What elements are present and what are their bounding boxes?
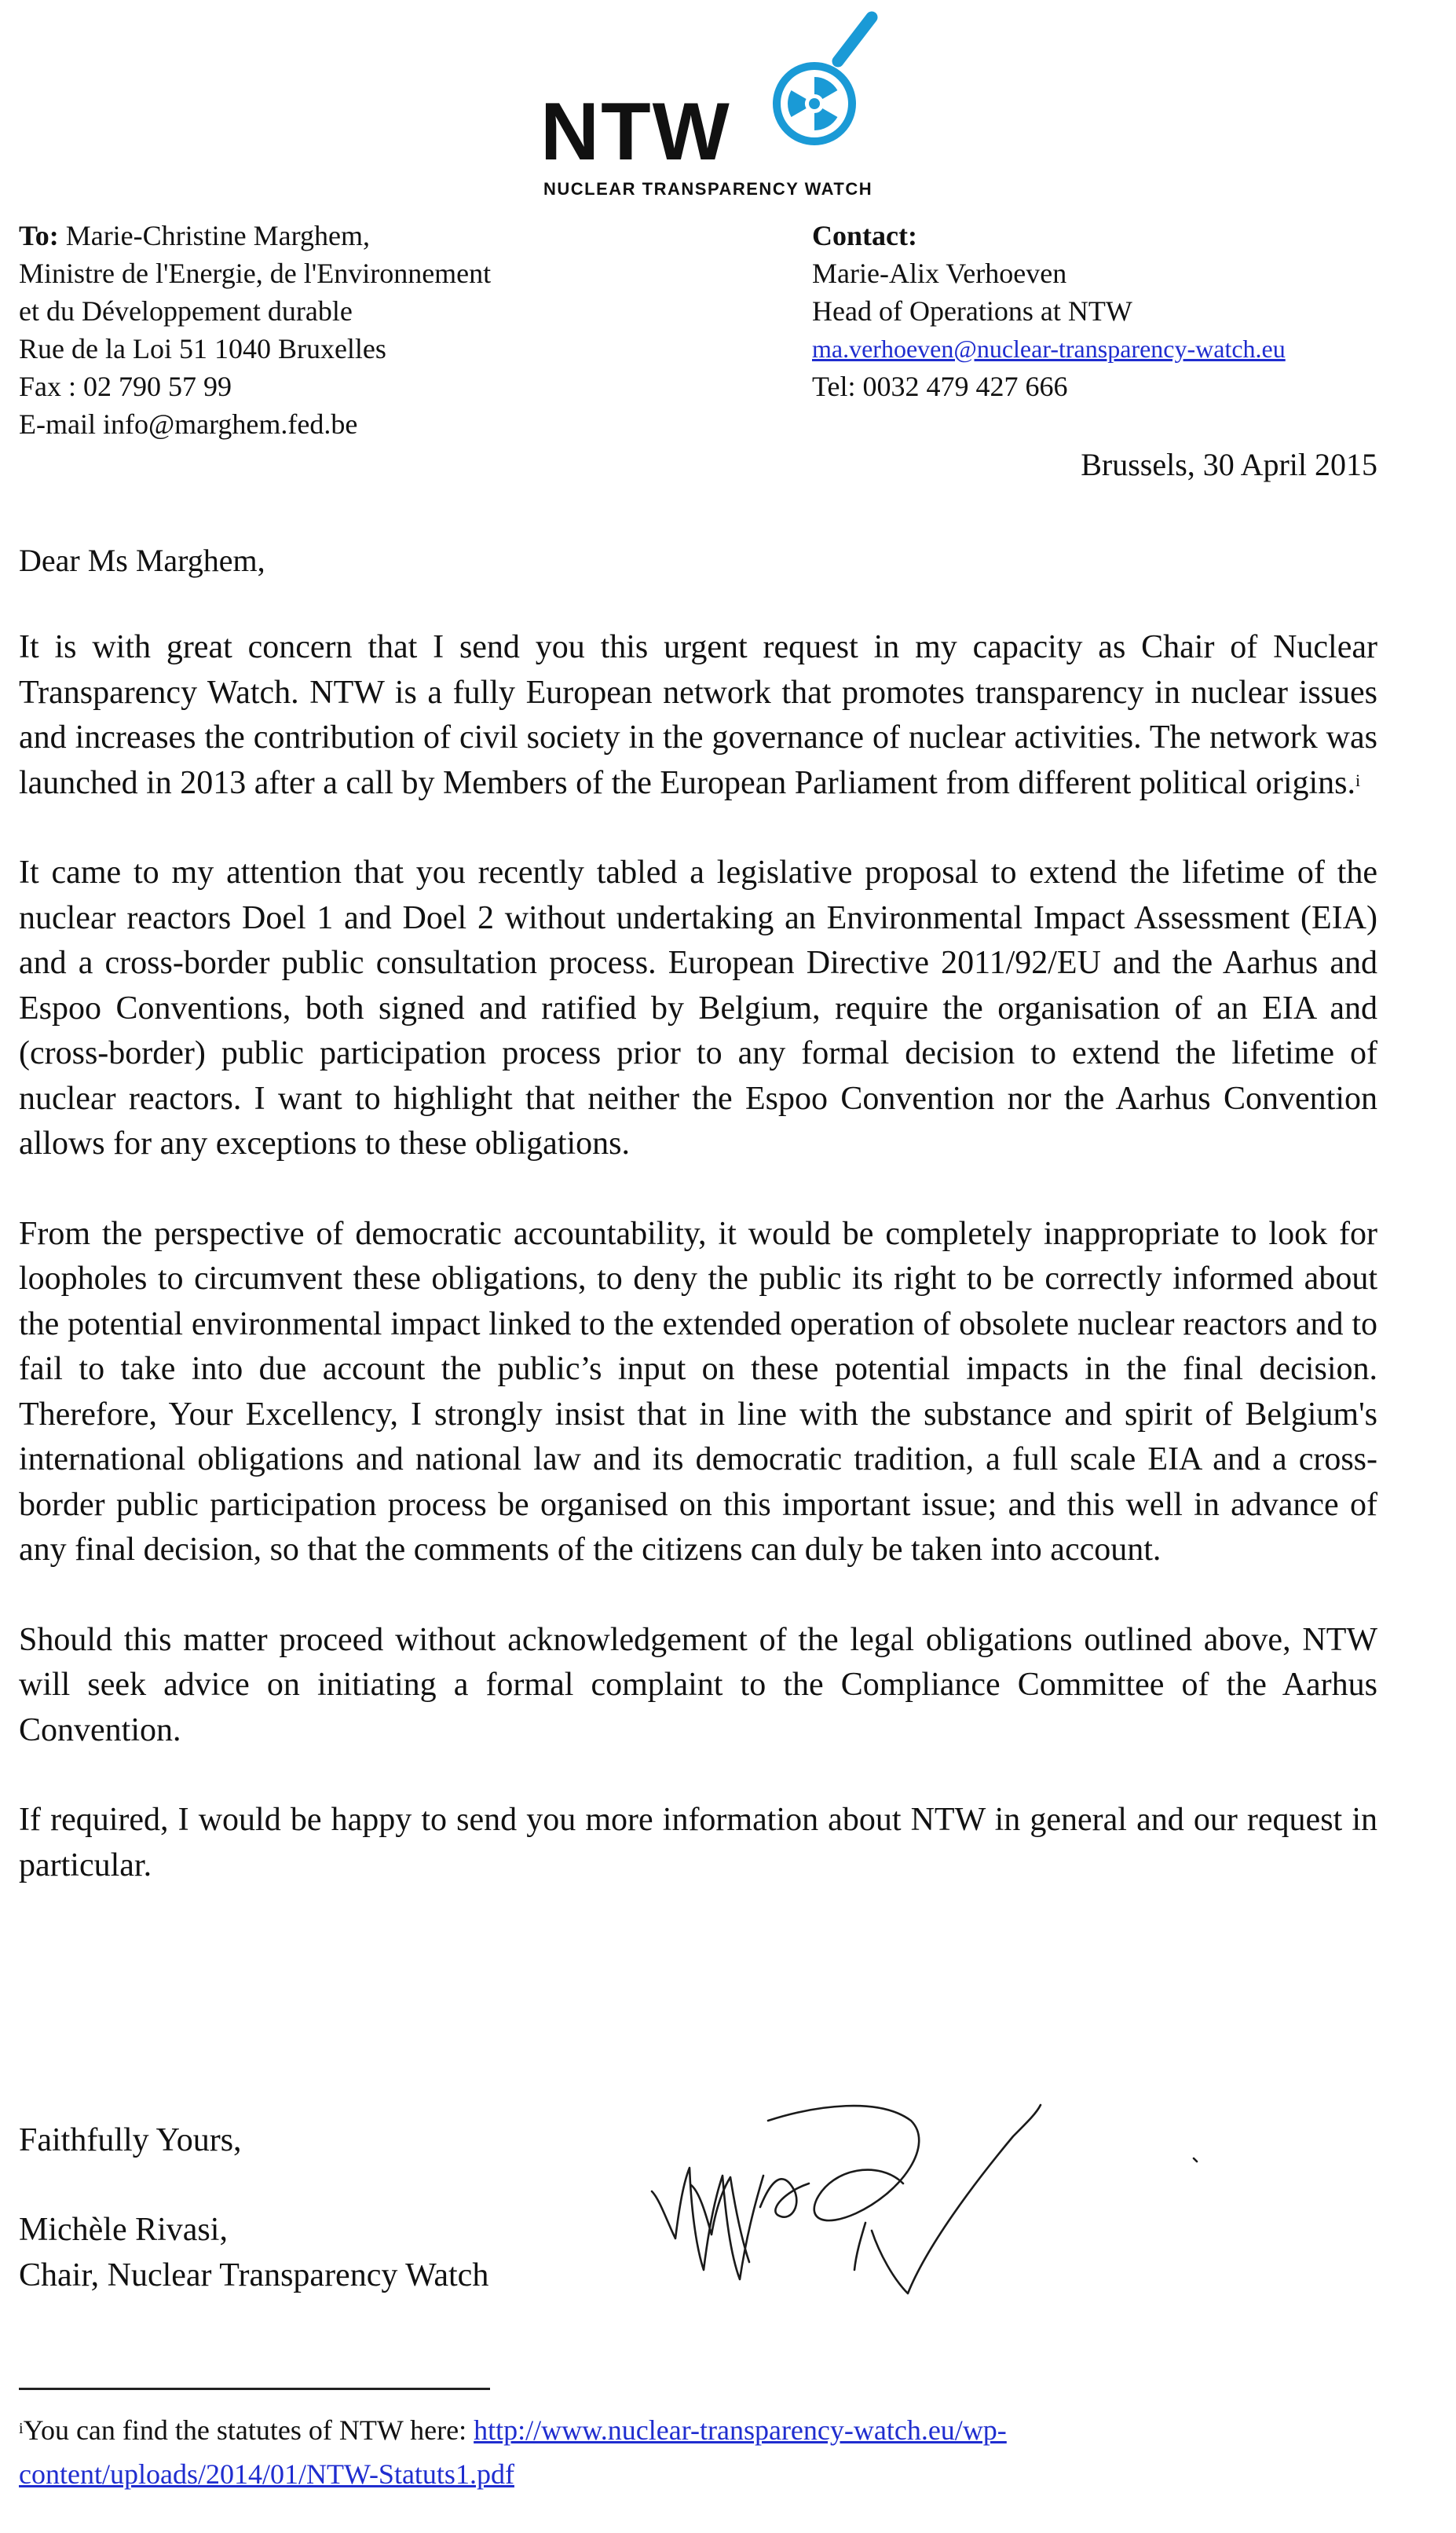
magnifier-radiation-icon (766, 6, 883, 163)
logo-subtitle: NUCLEAR TRANSPARENCY WATCH (543, 179, 873, 199)
recipient-name-line (19, 217, 491, 254)
recipient-name: Marie-Christine Marghem, (65, 220, 370, 251)
footnote-text: You can find the statutes of NTW here: (23, 2414, 474, 2446)
contact-role: Head of Operations at NTW (812, 295, 1132, 327)
logo-wordmark: NTW (540, 86, 731, 178)
contact-label: Contact: (812, 220, 917, 251)
body-paragraph: It came to my attention that you recently tabled a legislative proposal to extend the lifetime of the nuclear reactors Doel 1 and Doel 2 without undertaking an Environmental Impact Assessment (EIA) and a cross-border public consultation process. European Directive 2011/92/EU and the Aarhus and Espoo Conventions, both signed and ratified by Belgium, require the organisation of an EIA and (cross-border) public participation process prior to any formal decision to extend the lifetime of nuclear reactors. I want to highlight that neither the Espoo Convention nor the Aarhus Convention allows for any exceptions to these obligations. (19, 855, 1377, 1162)
letter-date: Brussels, 30 April 2015 (1081, 447, 1377, 482)
recipient-email: E-mail info@marghem.fed.be (19, 408, 358, 440)
footnote-marker: i (19, 2420, 24, 2437)
handwritten-signature (644, 2074, 1209, 2301)
signatory-title: Chair, Nuclear Transparency Watch (19, 2257, 489, 2293)
statutes-link[interactable]: http://www.nuclear-transparency-watch.eu/wp-content/uploads/2014/01/NTW-Statuts1.pdf (19, 2414, 1007, 2490)
body-paragraph: If required, I would be happy to send you more information about NTW in general and our request in particular. (19, 1802, 1377, 1883)
signatory-block (19, 2207, 488, 2298)
to-label: To: (19, 220, 59, 251)
contact-name: Marie-Alix Verhoeven (812, 258, 1067, 289)
footnote (19, 2408, 1197, 2496)
salutation: Dear Ms Marghem, (19, 543, 265, 578)
contact-tel: Tel: 0032 479 427 666 (812, 371, 1068, 402)
body-paragraph: Should this matter proceed without acknowledgement of the legal obligations outlined above, NTW will seek advice on initiating a formal complaint to the Compliance Committee of the Aarhus Convention. (19, 1621, 1377, 1748)
body-paragraph (19, 625, 1377, 806)
body-paragraph: From the perspective of democratic accountability, it would be completely inappropriate to look for loopholes to circumvent these obligations, to deny the public its right to be correctly informed about the potential environmental impact linked to the extended operation of obsolete nuclear reactors and to fail to take into due account the public’s input on these potential impacts in the final decision. Therefore, Your Excellency, I strongly insist that in line with the substance and spirit of Belgium's international obligations and national law and its democratic tradition, a full scale EIA and a cross-border public participation process be organised on this important issue; and this well in advance of any final decision, so that the comments of the citizens can duly be taken into account. (19, 1215, 1377, 1568)
recipient-line: Rue de la Loi 51 1040 Bruxelles (19, 333, 386, 364)
contact-email-link[interactable]: ma.verhoeven@nuclear-transparency-watch.eu (812, 335, 1286, 363)
closing: Faithfully Yours, (19, 2122, 242, 2158)
recipient-fax: Fax : 02 790 57 99 (19, 371, 232, 402)
paragraph-text: It is with great concern that I send you this urgent request in my capacity as Chair of Nuclear Transparency Watch. NTW is a fully European network that promotes transparency in nuclear issues and increases the contribution of civil society in the governance of nuclear activities. The network was launched in 2013 after a call by Members of the European Parliament from different political origins. (19, 629, 1377, 801)
footnote-divider (19, 2388, 490, 2390)
recipient-line: et du Développement durable (19, 295, 353, 327)
recipient-line: Ministre de l'Energie, de l'Environnement (19, 258, 492, 289)
recipient-block (19, 217, 491, 443)
signatory-name: Michèle Rivasi, (19, 2212, 228, 2248)
ntw-logo (534, 6, 895, 203)
letter-body (19, 625, 1377, 1933)
footnote-reference[interactable]: i (1355, 770, 1361, 790)
contact-block (812, 217, 1286, 405)
